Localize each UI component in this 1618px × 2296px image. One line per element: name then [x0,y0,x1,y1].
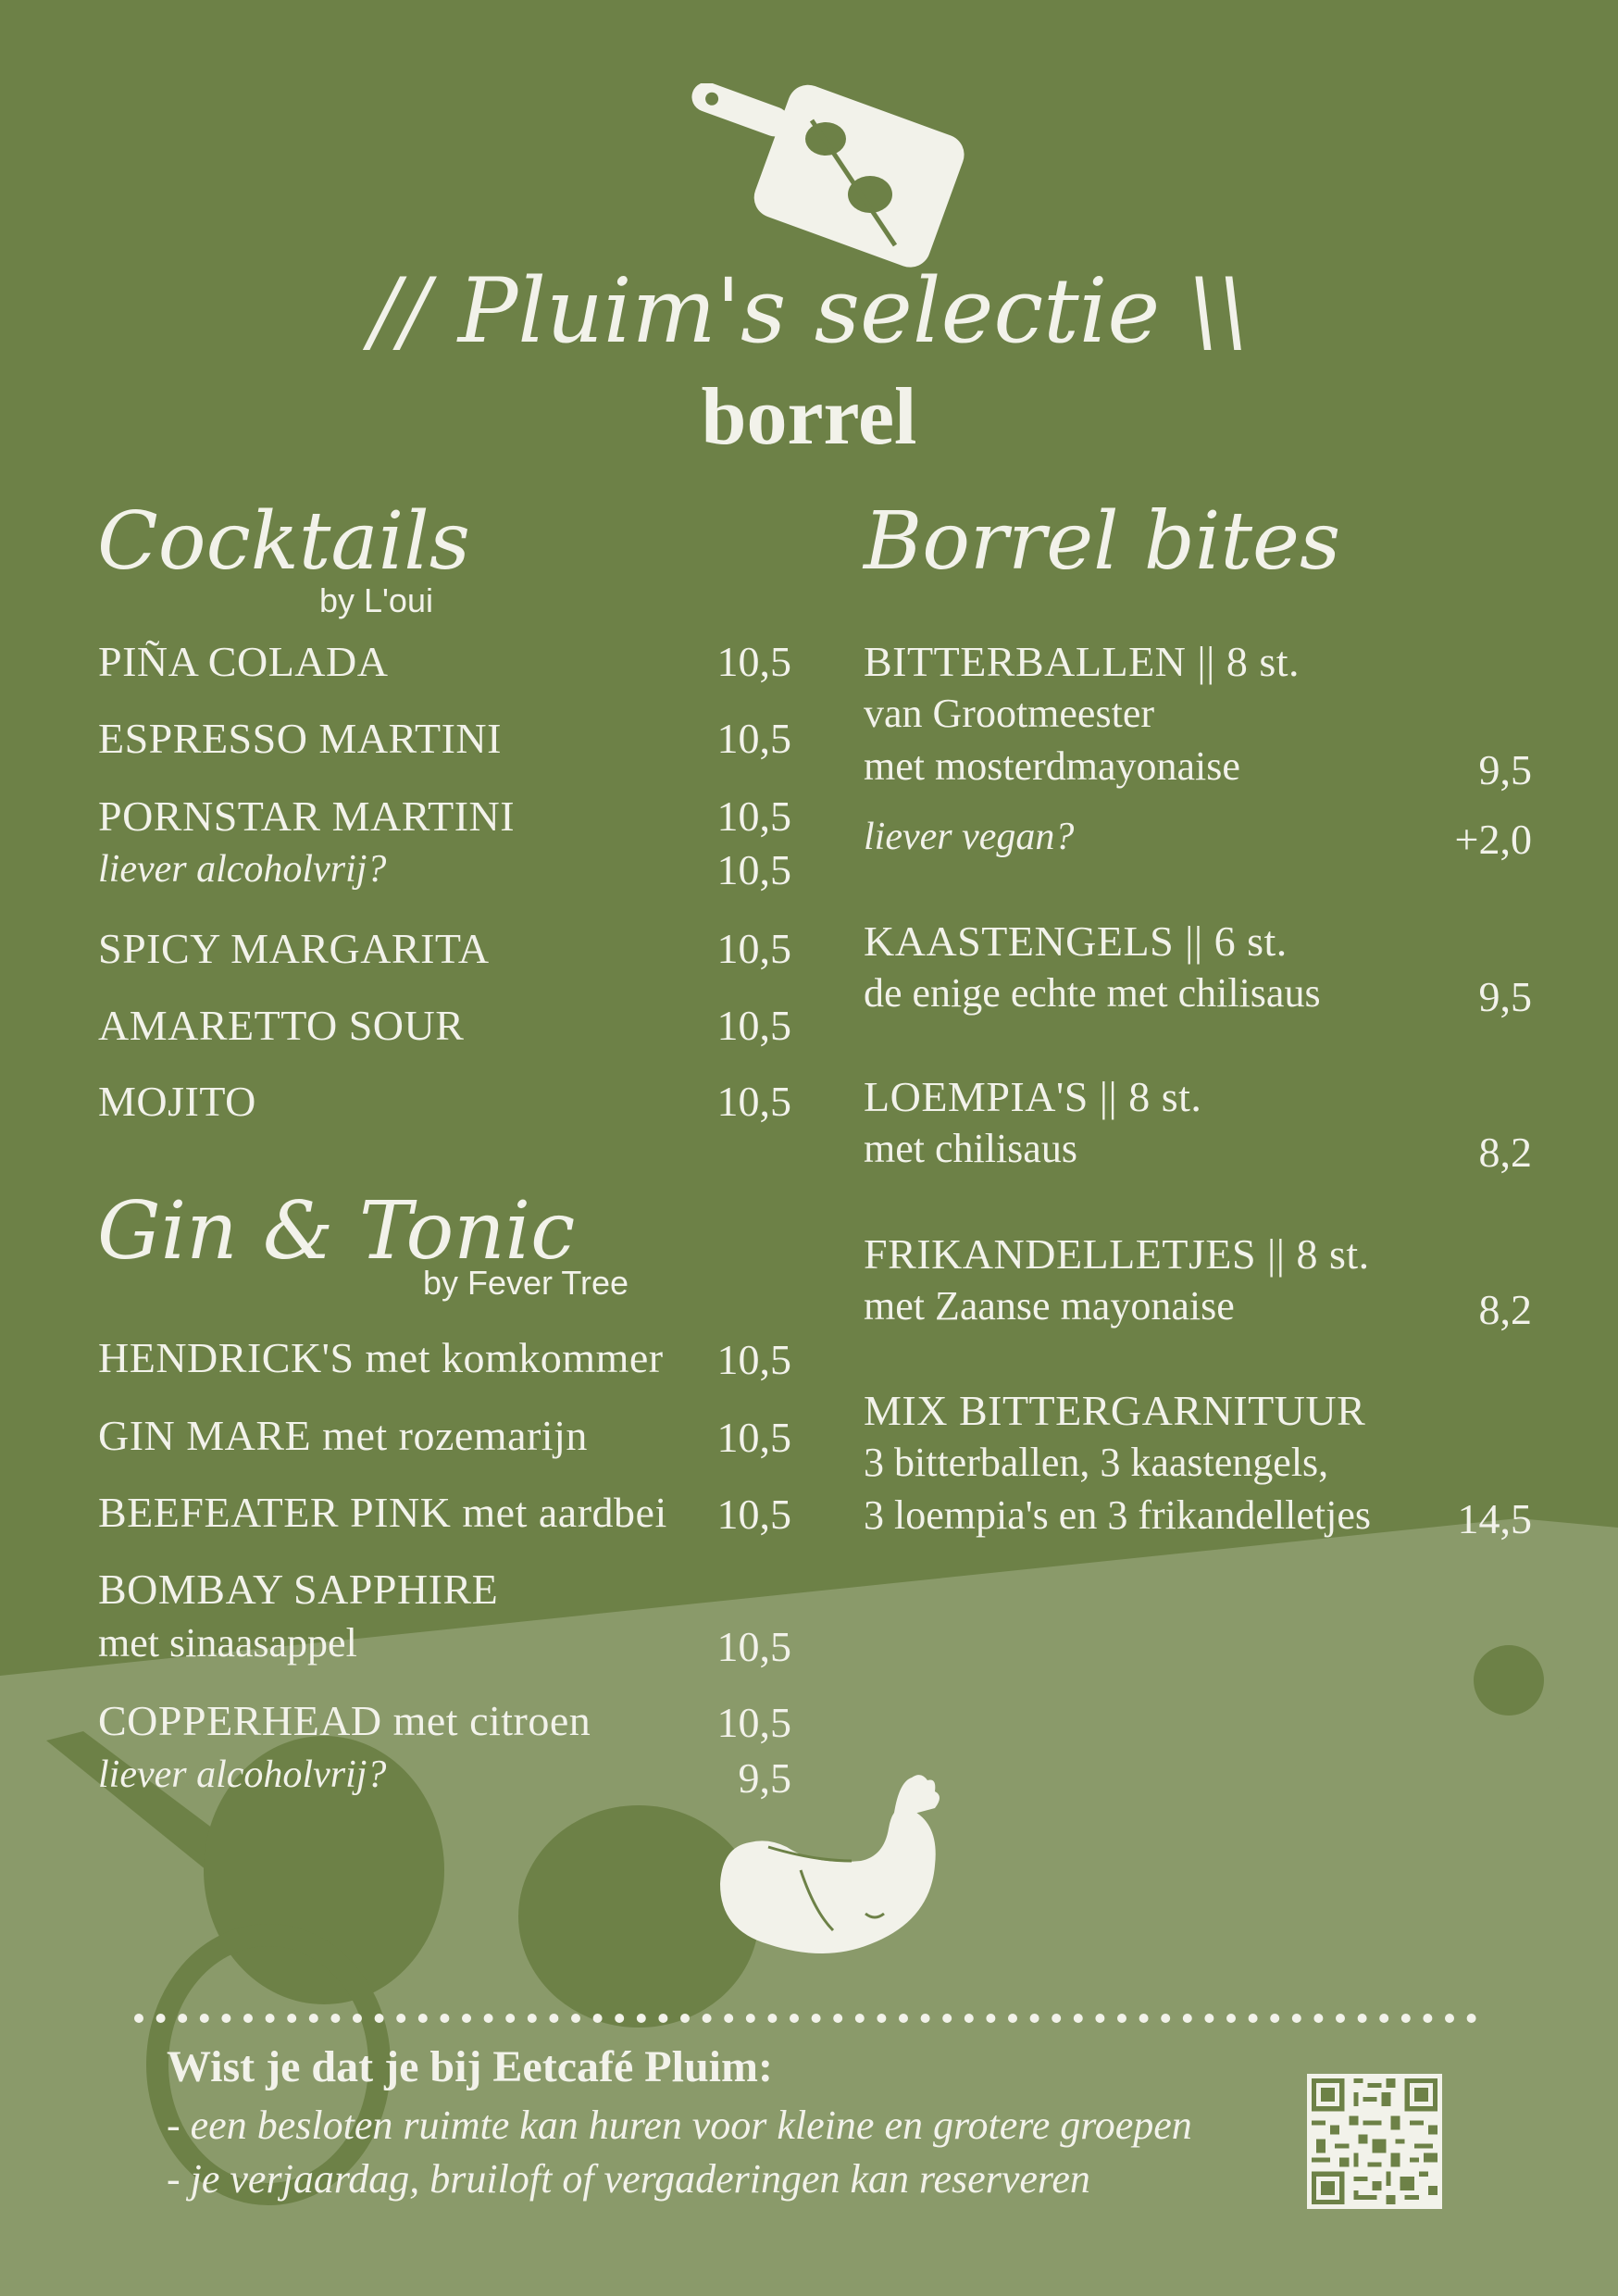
bite-price: 14,5 [1457,1495,1532,1542]
section-title-borrel-bites: Borrel bites [864,495,1341,588]
footer-line: - je verjaardag, bruiloft of vergaderingen kan reserveren [167,2156,1090,2202]
gin-price: 10,5 [716,1623,791,1670]
chicken-icon [713,1754,953,1967]
gin-name: BOMBAY SAPPHIRE [98,1566,499,1613]
gin-price: 10,5 [716,1414,791,1461]
bite-price: 9,5 [1478,973,1532,1020]
bite-detail: met chilisaus [864,1126,1077,1171]
gin-note-price: 9,5 [738,1754,791,1802]
cocktail-note-price: 10,5 [716,846,791,893]
cocktail-price: 10,5 [716,1078,791,1125]
section-title-cocktails: Cocktails [97,495,470,588]
gin-note: liever alcoholvrij? [98,1753,387,1796]
section-title-gin-tonic: Gin & Tonic [97,1185,576,1278]
footer-heading: Wist je dat je bij Eetcafé Pluim: [167,2042,773,2091]
page-subtitle: borrel [701,372,917,462]
bite-detail: met Zaanse mayonaise [864,1283,1235,1329]
cocktail-price: 10,5 [716,1002,791,1049]
bite-price: 8,2 [1478,1129,1532,1176]
footer-line: - een besloten ruimte kan huren voor kleine en grotere groepen [167,2103,1192,2148]
bite-detail: 3 bitterballen, 3 kaastengels, [864,1440,1329,1485]
cutting-board-olive-icon [659,83,974,287]
bite-price: 8,2 [1478,1286,1532,1333]
bite-detail: 3 loempia's en 3 frikandelletjes [864,1492,1371,1538]
gin-name: COPPERHEAD met citroen [98,1697,591,1744]
cocktail-name: SPICY MARGARITA [98,925,490,972]
cocktail-name: ESPRESSO MARTINI [98,715,502,762]
bite-price: 9,5 [1478,746,1532,793]
bite-note: liever vegan? [864,816,1075,858]
cocktail-price: 10,5 [716,638,791,685]
bite-name: KAASTENGELS || 6 st. [864,917,1288,965]
cocktail-price: 10,5 [716,925,791,972]
bite-name: MIX BITTERGARNITUUR [864,1387,1366,1434]
bite-name: LOEMPIA'S || 8 st. [864,1073,1202,1120]
gin-byline: by Fever Tree [423,1264,629,1302]
page-title-script: // Pluim's selectie \\ [369,259,1249,363]
gin-name: BEEFEATER PINK met aardbei [98,1489,667,1536]
cocktail-note: liever alcoholvrij? [98,848,387,891]
bite-name: BITTERBALLEN || 8 st. [864,638,1300,685]
bite-detail: met mosterdmayonaise [864,743,1240,789]
cocktails-byline: by L'oui [319,581,433,619]
gin-price: 10,5 [716,1699,791,1746]
cocktail-name: MOJITO [98,1078,256,1125]
gin-name: HENDRICK'S met komkommer [98,1334,664,1381]
cocktail-price: 10,5 [716,715,791,762]
gin-price: 10,5 [716,1336,791,1383]
qr-code-icon[interactable] [1307,2074,1442,2209]
cocktail-name: PORNSTAR MARTINI [98,792,516,840]
cocktail-price: 10,5 [716,792,791,840]
gin-detail: met sinaasappel [98,1620,357,1666]
gin-price: 10,5 [716,1491,791,1538]
dotted-divider [130,2009,1500,2028]
bite-detail: de enige echte met chilisaus [864,970,1321,1016]
bite-note-price: +2,0 [1454,816,1532,863]
bite-detail: van Grootmeester [864,691,1154,736]
bite-name: FRIKANDELLETJES || 8 st. [864,1230,1370,1278]
cocktail-name: PIÑA COLADA [98,638,389,685]
gin-name: GIN MARE met rozemarijn [98,1412,588,1459]
cocktail-name: AMARETTO SOUR [98,1002,465,1049]
